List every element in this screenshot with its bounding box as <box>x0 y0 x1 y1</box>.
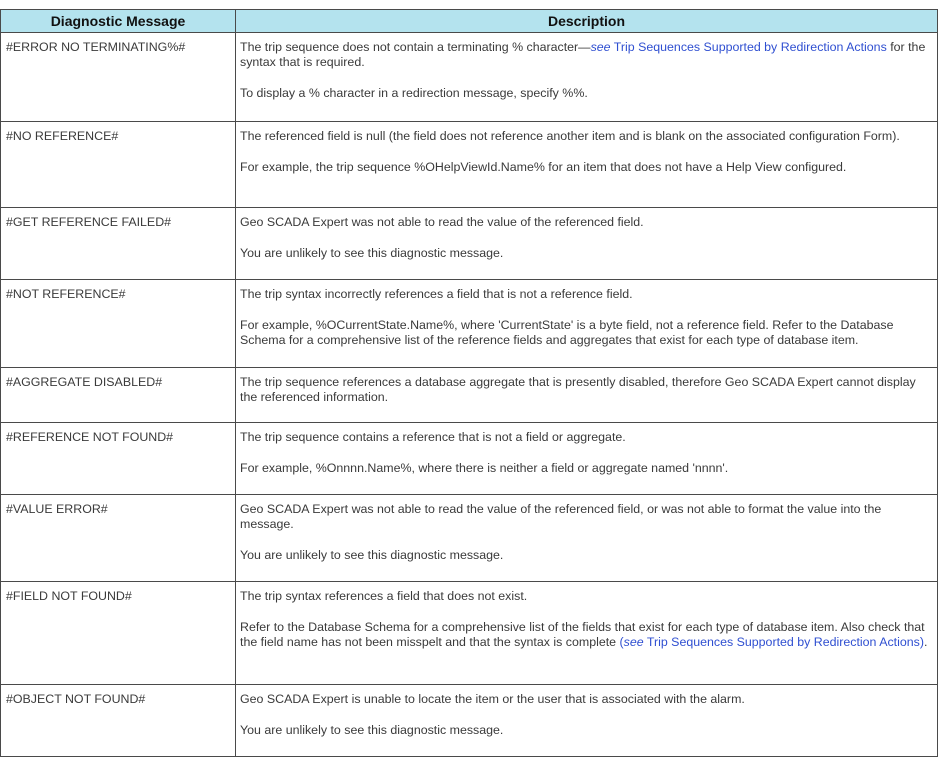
description-paragraph <box>240 620 933 650</box>
diagnostic-message: #GET REFERENCE FAILED# <box>1 208 236 280</box>
table-row <box>1 280 938 368</box>
diagnostic-message: #NO REFERENCE# <box>1 122 236 208</box>
table-row <box>1 208 938 280</box>
description-paragraph: To display a % character in a redirection message, specify %%. <box>240 86 588 100</box>
table-row <box>1 582 938 685</box>
diagnostic-message: #REFERENCE NOT FOUND# <box>1 423 236 495</box>
description-text: Refer to the Database Schema for a comprehensive list of the fields that exist for each type of database item. Also check that the field name has not been misspelt and that the syntax is complete <box>240 620 925 649</box>
description-paragraph: The trip syntax incorrectly references a field that is not a reference field. <box>240 287 633 301</box>
table-row <box>1 495 938 582</box>
description-cell <box>236 423 938 495</box>
diagnostic-message: #VALUE ERROR# <box>1 495 236 582</box>
diagnostic-message: #OBJECT NOT FOUND# <box>1 685 236 757</box>
description-cell <box>236 368 938 423</box>
description-paragraph: Geo SCADA Expert was not able to read the value of the referenced field. <box>240 215 644 229</box>
description-paragraph: Geo SCADA Expert is unable to locate the item or the user that is associated with the alarm. <box>240 692 745 706</box>
description-cell <box>236 685 938 757</box>
diagnostic-messages-table <box>0 9 938 757</box>
description-text: The trip sequence does not contain a terminating % character— <box>240 40 591 54</box>
table-row <box>1 33 938 122</box>
table-row <box>1 685 938 757</box>
description-paragraph: For example, the trip sequence %OHelpViewId.Name% for an item that does not have a Help View configured. <box>240 160 847 174</box>
description-paragraph: For example, %Onnnn.Name%, where there is neither a field or aggregate named 'nnnn'. <box>240 461 729 475</box>
table-row <box>1 368 938 423</box>
description-cell <box>236 495 938 582</box>
description-paragraph: The trip syntax references a field that does not exist. <box>240 589 528 603</box>
link-open-paren: ( <box>619 635 624 649</box>
header-description: Description <box>236 10 938 33</box>
diagnostic-message: #AGGREGATE DISABLED# <box>1 368 236 423</box>
table-row <box>1 423 938 495</box>
description-text: . <box>923 635 928 649</box>
description-paragraph: You are unlikely to see this diagnostic message. <box>240 548 504 562</box>
diagnostic-message: #NOT REFERENCE# <box>1 280 236 368</box>
description-text: for the syntax that is required. <box>240 40 926 69</box>
description-cell <box>236 122 938 208</box>
description-paragraph: Geo SCADA Expert was not able to read the value of the referenced field, or was not able to format the value into the message. <box>240 502 882 531</box>
description-paragraph: You are unlikely to see this diagnostic message. <box>240 246 504 260</box>
table-row <box>1 122 938 208</box>
link-see-text: see <box>590 40 611 54</box>
trip-sequences-link[interactable] <box>620 635 924 649</box>
header-diagnostic-message: Diagnostic Message <box>1 10 236 33</box>
table-header-row <box>1 10 938 33</box>
trip-sequences-link[interactable] <box>591 40 887 54</box>
description-paragraph: You are unlikely to see this diagnostic message. <box>240 723 504 737</box>
description-cell <box>236 33 938 122</box>
diagnostic-message: #FIELD NOT FOUND# <box>1 582 236 685</box>
diagnostic-message: #ERROR NO TERMINATING%# <box>1 33 236 122</box>
description-paragraph: The trip sequence references a database aggregate that is presently disabled, therefore Geo SCADA Expert cannot display the referenced information. <box>240 375 916 404</box>
link-text: Trip Sequences Supported by Redirection Actions) <box>643 635 924 649</box>
link-see-text: see <box>623 635 644 649</box>
description-paragraph: For example, %OCurrentState.Name%, where 'CurrentState' is a byte field, not a reference field. Refer to the Database Schema for a comprehensive list of the reference fields and aggregates that exist for each type of database item. <box>240 318 894 347</box>
description-paragraph: The referenced field is null (the field does not reference another item and is blank on the associated configuration Form). <box>240 129 900 143</box>
description-paragraph <box>240 40 933 70</box>
description-cell <box>236 280 938 368</box>
description-cell <box>236 208 938 280</box>
link-text: Trip Sequences Supported by Redirection Actions <box>610 40 887 54</box>
description-paragraph: The trip sequence contains a reference that is not a field or aggregate. <box>240 430 626 444</box>
description-cell <box>236 582 938 685</box>
